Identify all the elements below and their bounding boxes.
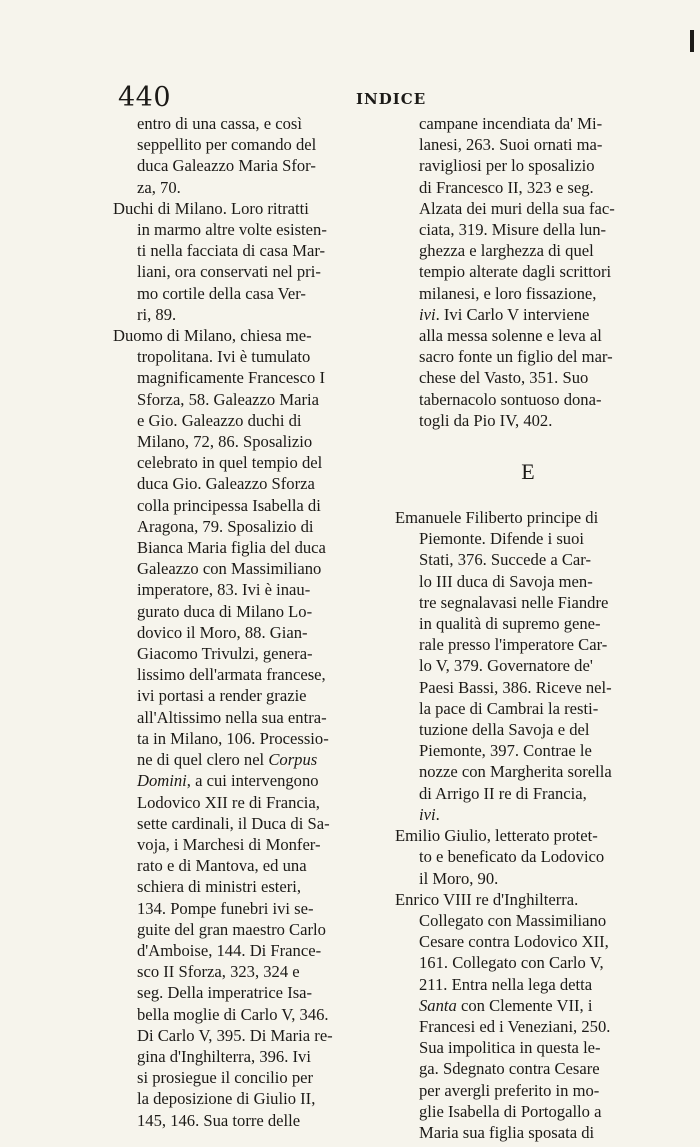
index-line: sette cardinali, il Duca di Sa- xyxy=(137,813,330,833)
index-line: gina d'Inghilterra, 396. Ivi xyxy=(137,1046,311,1066)
index-line: ravigliosi per lo sposalizio xyxy=(419,156,595,176)
index-line: lissimo dell'armata francese, xyxy=(137,665,326,685)
right-column xyxy=(395,113,661,1143)
index-line: di Francesco II, 323 e seg. xyxy=(419,177,594,197)
index-line: guite del gran maestro Carlo xyxy=(137,919,326,939)
index-line: 211. Entra nella lega detta xyxy=(419,974,593,994)
index-line: ta in Milano, 106. Processio- xyxy=(137,728,329,748)
page-header xyxy=(118,82,427,116)
index-entry-heading: Duomo di Milano, chiesa me- xyxy=(113,326,312,346)
index-line: Collegato con Massimiliano xyxy=(419,910,607,930)
index-line xyxy=(395,304,661,325)
index-line: mo cortile della casa Ver- xyxy=(137,283,306,303)
index-line: 134. Pompe funebri ivi se- xyxy=(137,898,314,918)
index-line: all'Altissimo nella sua entra- xyxy=(137,707,327,727)
index-entry-heading: Emanuele Filiberto principe di xyxy=(395,508,599,528)
index-line: si prosiegue il concilio per xyxy=(137,1068,314,1088)
index-line: sacro fonte un figlio del mar- xyxy=(419,347,613,367)
index-line: la deposizione di Giulio II, xyxy=(137,1089,316,1109)
index-line: Piemonte, 397. Contrae le xyxy=(419,741,592,761)
index-line: colla principessa Isabella di xyxy=(137,495,321,515)
index-line: lo V, 379. Governatore de' xyxy=(419,656,593,676)
index-line: tre segnalavasi nelle Fiandre xyxy=(419,592,609,612)
index-line: togli da Pio IV, 402. xyxy=(419,410,553,430)
index-line: seg. Della imperatrice Isa- xyxy=(137,983,313,1003)
index-line: nozze con Margherita sorella xyxy=(419,762,612,782)
index-line: tempio alterate dagli scrittori xyxy=(419,262,612,282)
index-line: lo III duca di Savoja men- xyxy=(419,571,593,591)
index-line: imperatore, 83. Ivi è inau- xyxy=(137,580,311,600)
index-line: za, 70. xyxy=(137,177,181,197)
index-line: rale presso l'imperatore Car- xyxy=(419,635,608,655)
line-text: ne di quel clero nel xyxy=(137,750,269,770)
index-line: 145, 146. Sua torre delle xyxy=(137,1110,301,1130)
index-line: milanesi, e loro fissazione, xyxy=(419,283,597,303)
index-line: ga. Sdegnato contra Cesare xyxy=(419,1059,600,1079)
index-line: Alzata dei muri della sua fac- xyxy=(419,198,615,218)
index-line: dovico il Moro, 88. Gian- xyxy=(137,622,308,642)
index-entry-heading: Emilio Giulio, letterato protet- xyxy=(395,826,598,846)
italic-text: Santa xyxy=(419,995,457,1015)
section-letter: E xyxy=(521,459,535,485)
index-line: Sforza, 58. Galeazzo Maria xyxy=(137,389,319,409)
index-line: duca Gio. Galeazzo Sforza xyxy=(137,474,315,494)
index-line: glie Isabella di Portogallo a xyxy=(419,1101,602,1121)
index-line: entro di una cassa, e così xyxy=(137,114,302,133)
index-line: liani, ora conservati nel pri- xyxy=(137,262,321,282)
index-line: in qualità di supremo gene- xyxy=(419,614,601,634)
line-text: . Ivi Carlo V interviene xyxy=(435,304,590,324)
index-line: tabernacolo sontuoso dona- xyxy=(419,389,602,409)
index-line: e Gio. Galeazzo duchi di xyxy=(137,410,302,430)
index-line: per avergli preferito in mo- xyxy=(419,1080,600,1100)
index-line: Piemonte. Difende i suoi xyxy=(419,529,584,549)
index-line xyxy=(395,995,661,1016)
index-line: 161. Collegato con Carlo V, xyxy=(419,953,604,973)
index-line: Stati, 376. Succede a Car- xyxy=(419,550,592,570)
index-entry-heading: Duchi di Milano. Loro ritratti xyxy=(113,198,309,218)
index-line: schiera di ministri esteri, xyxy=(137,877,302,897)
index-line: Aragona, 79. Sposalizio di xyxy=(137,516,314,536)
index-line: Lodovico XII re di Francia, xyxy=(137,792,320,812)
index-line: bella moglie di Carlo V, 346. xyxy=(137,1004,329,1024)
line-text: . xyxy=(435,804,440,824)
index-line: lanesi, 263. Suoi ornati ma- xyxy=(419,135,603,155)
index-line: celebrato in quel tempio del xyxy=(137,453,323,473)
index-line: campane incendiata da' Mi- xyxy=(419,114,603,133)
index-line: tropolitana. Ivi è tumulato xyxy=(137,347,311,367)
index-line xyxy=(113,749,383,770)
index-line: di Arrigo II re di Francia, xyxy=(419,783,587,803)
index-line: alla messa solenne e leva al xyxy=(419,326,602,346)
italic-text: Domini xyxy=(137,771,187,791)
index-line: Maria sua figlia sposata di xyxy=(419,1122,595,1142)
index-line: ti nella facciata di casa Mar- xyxy=(137,241,326,261)
running-title: INDICE xyxy=(356,90,427,108)
italic-text: ivi xyxy=(419,804,436,824)
page-edge-mark xyxy=(690,30,694,52)
index-line: tuzione della Savoja e del xyxy=(419,720,590,740)
left-column xyxy=(113,113,383,1131)
index-entry-heading: Enrico VIII re d'Inghilterra. xyxy=(395,889,579,909)
index-line: rato e di Mantova, ed una xyxy=(137,856,307,876)
index-line: gurato duca di Milano Lo- xyxy=(137,601,313,621)
index-line: chese del Vasto, 351. Suo xyxy=(419,368,589,388)
index-line: ri, 89. xyxy=(137,304,177,324)
index-line: d'Amboise, 144. Di France- xyxy=(137,940,322,960)
index-line: voja, i Marchesi di Monfer- xyxy=(137,834,321,854)
index-line xyxy=(395,804,661,825)
page-number: 440 xyxy=(118,82,172,113)
index-line: seppellito per comando del xyxy=(137,135,317,155)
index-line: duca Galeazzo Maria Sfor- xyxy=(137,156,316,176)
index-line: ivi portasi a render grazie xyxy=(137,686,307,706)
index-line: Galeazzo con Massimiliano xyxy=(137,559,322,579)
italic-text: Corpus xyxy=(268,750,318,770)
index-line: la pace di Cambrai la resti- xyxy=(419,698,599,718)
index-line: Cesare contra Lodovico XII, xyxy=(419,932,609,952)
index-line: Sua impolitica in questa le- xyxy=(419,1038,601,1058)
index-line xyxy=(113,770,383,791)
index-line: in marmo altre volte esisten- xyxy=(137,220,327,240)
index-line: Milano, 72, 86. Sposalizio xyxy=(137,432,313,452)
index-line: il Moro, 90. xyxy=(419,868,499,888)
index-line: Giacomo Trivulzi, genera- xyxy=(137,644,313,664)
italic-text: ivi xyxy=(419,304,436,324)
line-text: , a cui intervengono xyxy=(186,771,319,791)
index-line: Bianca Maria figlia del duca xyxy=(137,538,326,558)
index-line: Paesi Bassi, 386. Riceve nel- xyxy=(419,677,612,697)
index-line: ciata, 319. Misure della lun- xyxy=(419,220,607,240)
index-line: ghezza e larghezza di quel xyxy=(419,241,594,261)
index-line: to e beneficato da Lodovico xyxy=(419,847,605,867)
line-text: con Clemente VII, i xyxy=(456,995,593,1015)
index-line: magnificamente Francesco I xyxy=(137,368,325,388)
index-line: Francesi ed i Veneziani, 250. xyxy=(419,1016,611,1036)
index-line: Di Carlo V, 395. Di Maria re- xyxy=(137,1025,333,1045)
index-line: sco II Sforza, 323, 324 e xyxy=(137,962,300,982)
